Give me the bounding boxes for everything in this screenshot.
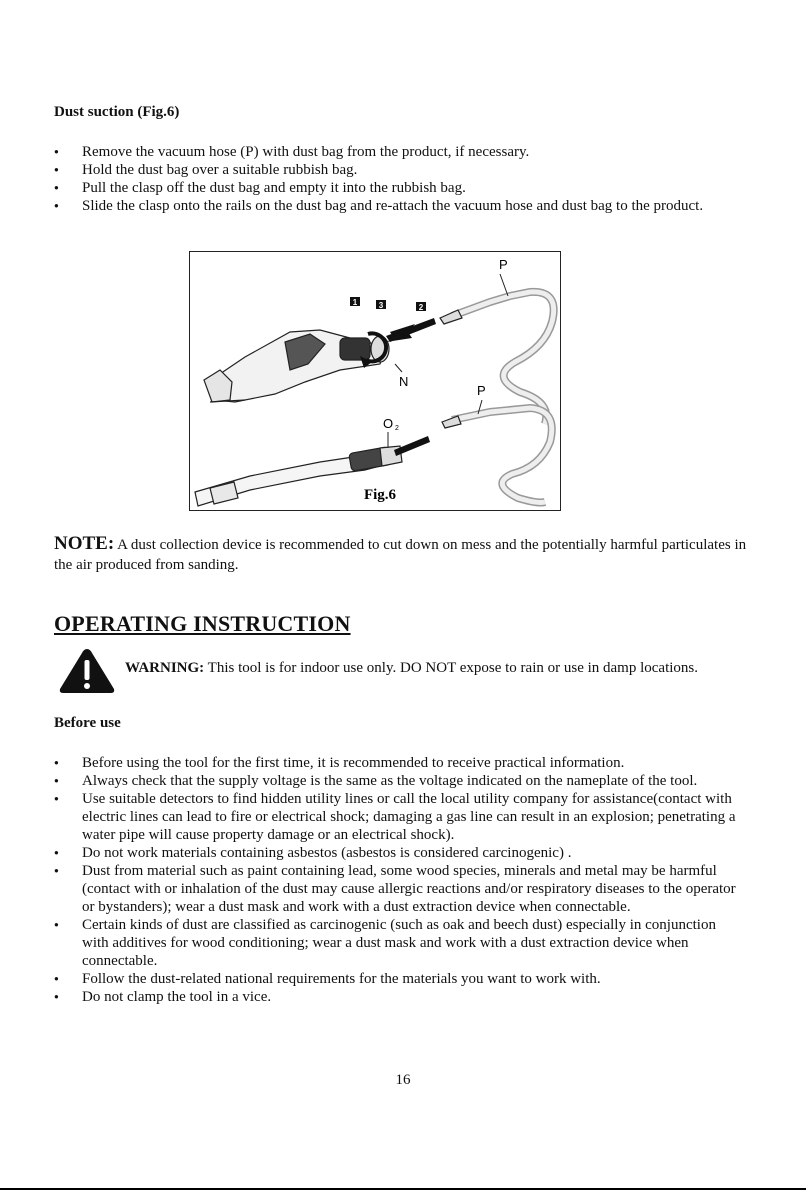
label-p-top: P bbox=[499, 257, 508, 272]
list-item: ● Use suitable detectors to find hidden utility lines or call the local utility company for assistance(contact with electric lines can lead to fire or electrical shock; damaging a gas line can result in an explosion; penetrating a water pipe will cause property damage or an electrical shock). bbox=[54, 790, 744, 844]
warning-label: WARNING: bbox=[125, 660, 205, 676]
warning-icon bbox=[58, 647, 116, 695]
label-o-sub: 2 bbox=[395, 425, 399, 432]
step-3-label: 3 bbox=[378, 301, 384, 310]
list-item: ● Before using the tool for the first time, it is recommended to receive practical information. bbox=[54, 754, 744, 772]
warning-paragraph bbox=[125, 659, 725, 677]
list-item: ● Do not work materials containing asbestos (asbestos is considered carcinogenic) . bbox=[54, 844, 744, 862]
list-item: ● Slide the clasp onto the rails on the dust bag and re-attach the vacuum hose and dust bag to the product. bbox=[54, 197, 722, 215]
step-markers bbox=[350, 297, 426, 312]
step-1-label: 1 bbox=[352, 298, 358, 307]
label-o: O bbox=[383, 416, 394, 431]
note-paragraph bbox=[54, 534, 754, 575]
before-use-list bbox=[54, 754, 744, 1006]
list-item: ● Follow the dust-related national requirements for the materials you want to work with. bbox=[54, 970, 744, 988]
bottom-border bbox=[0, 1188, 806, 1190]
page-number: 16 bbox=[395, 1072, 411, 1088]
vacuum-hose-upper bbox=[440, 292, 554, 424]
note-text: A dust collection device is recommended to cut down on mess and the potentially harmful particulates in the air produced from sanding. bbox=[54, 537, 747, 573]
warning-text: This tool is for indoor use only. DO NOT expose to rain or use in damp locations. bbox=[204, 660, 698, 676]
label-p-bottom: P bbox=[477, 383, 486, 398]
dust-suction-list bbox=[54, 143, 754, 215]
step-2-label: 2 bbox=[418, 303, 424, 312]
figure-6-illustration bbox=[190, 252, 560, 510]
figure-caption: Fig.6 bbox=[363, 487, 397, 503]
dust-suction-heading: Dust suction (Fig.6) bbox=[54, 104, 180, 120]
before-use-heading: Before use bbox=[54, 715, 121, 731]
list-item: ● Always check that the supply voltage is the same as the voltage indicated on the nameplate of the tool. bbox=[54, 772, 744, 790]
list-item: ● Dust from material such as paint containing lead, some wood species, minerals and metal may be harmful (contact with or inhalation of the dust may cause allergic reactions and/or respiratory diseases to the operator or bystanders); wear a dust mask and work with a dust extraction device when connectable. bbox=[54, 862, 744, 916]
vacuum-hose-lower bbox=[442, 408, 552, 503]
list-item: ● Hold the dust bag over a suitable rubbish bag. bbox=[54, 161, 754, 179]
label-n: N bbox=[399, 374, 409, 389]
sander-upper bbox=[204, 330, 389, 402]
operating-instruction-title: OPERATING INSTRUCTION bbox=[54, 611, 351, 636]
figure-6 bbox=[189, 251, 561, 511]
list-item: ● Do not clamp the tool in a vice. bbox=[54, 988, 744, 1006]
note-label: NOTE: bbox=[54, 533, 115, 554]
list-item: ● Pull the clasp off the dust bag and empty it into the rubbish bag. bbox=[54, 179, 754, 197]
list-item: ● Remove the vacuum hose (P) with dust bag from the product, if necessary. bbox=[54, 143, 754, 161]
list-item: ● Certain kinds of dust are classified as carcinogenic (such as oak and beech dust) especially in conjunction with additives for wood conditioning; wear a dust mask and work with a dust extraction device when connectable. bbox=[54, 916, 744, 970]
